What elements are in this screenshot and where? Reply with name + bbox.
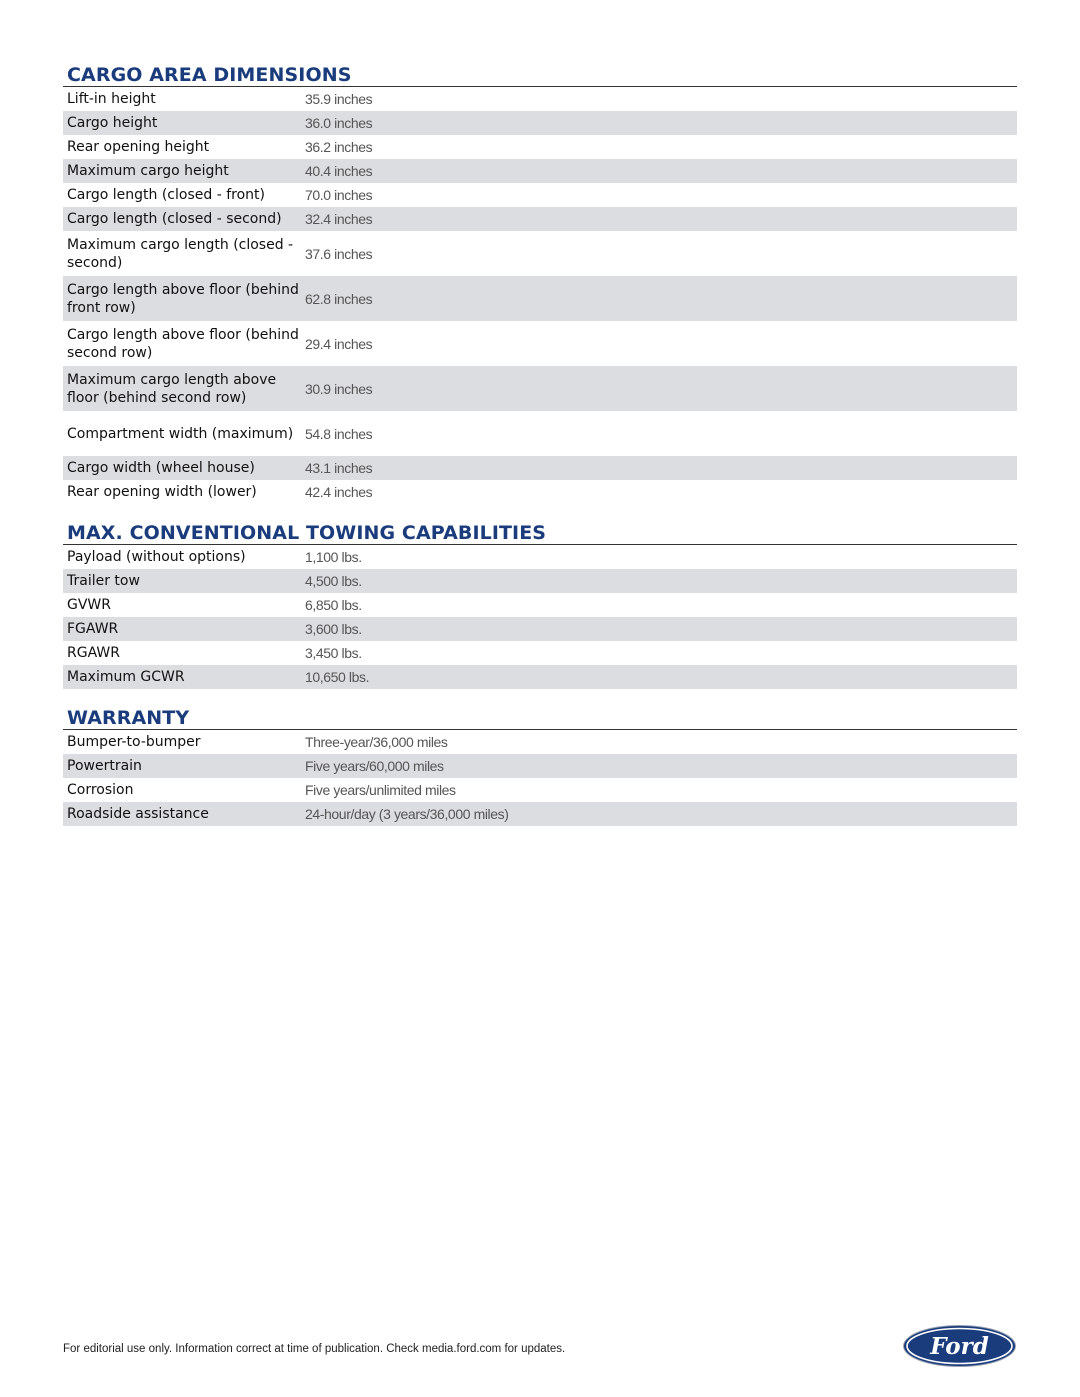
table-row — [63, 366, 1017, 411]
section-cargo-area-dimensions — [63, 64, 1017, 504]
table-row — [63, 111, 1017, 135]
ford-logo-icon — [902, 1324, 1017, 1368]
row-label: Compartment width (maximum) — [67, 425, 294, 442]
row-label: Cargo width (wheel house) — [63, 456, 301, 480]
table-row — [63, 321, 1017, 366]
row-value: 30.9 inches — [301, 366, 1017, 411]
table-row — [63, 778, 1017, 802]
row-label: Cargo length (closed - front) — [67, 187, 265, 203]
row-label: Corrosion — [67, 782, 134, 798]
row-value: 42.4 inches — [305, 484, 373, 500]
row-label: Payload (without options) — [67, 549, 246, 565]
table-row — [63, 231, 1017, 276]
row-label: Roadside assistance — [63, 802, 301, 826]
table-row — [63, 665, 1017, 689]
row-label: Maximum cargo length above floor (behind second row) — [63, 366, 301, 411]
table-row — [63, 730, 1017, 754]
row-value: 10,650 lbs. — [301, 665, 1017, 689]
table-row — [63, 276, 1017, 321]
spec-sheet — [63, 64, 1017, 844]
table-row — [63, 593, 1017, 617]
row-label: Cargo length above floor (behind second row) — [67, 326, 299, 361]
row-label: Trailer tow — [63, 569, 301, 593]
table-row — [63, 480, 1017, 504]
row-label: FGAWR — [63, 617, 301, 641]
spec-table — [63, 87, 1017, 504]
row-label: Lift-in height — [67, 91, 156, 107]
row-value: 70.0 inches — [305, 187, 373, 203]
spec-table — [63, 730, 1017, 826]
row-value: 43.1 inches — [301, 456, 1017, 480]
row-value: 24-hour/day (3 years/36,000 miles) — [301, 802, 1017, 826]
row-value: 1,100 lbs. — [305, 549, 362, 565]
table-row — [63, 569, 1017, 593]
row-value: 36.2 inches — [305, 139, 373, 155]
row-value: 35.9 inches — [305, 91, 373, 107]
row-value: 29.4 inches — [305, 335, 373, 352]
row-label: GVWR — [67, 597, 111, 613]
row-label: Cargo length (closed - second) — [63, 207, 301, 231]
section-warranty — [63, 707, 1017, 826]
row-value: Five years/60,000 miles — [301, 754, 1017, 778]
row-value: 37.6 inches — [305, 245, 373, 262]
section-max-towing-capabilities — [63, 522, 1017, 689]
row-label: Rear opening width (lower) — [67, 484, 257, 500]
table-row — [63, 207, 1017, 231]
row-label: Maximum cargo length (closed - second) — [67, 236, 294, 271]
table-row — [63, 617, 1017, 641]
section-title: CARGO AREA DIMENSIONS — [63, 64, 1017, 87]
table-row — [63, 411, 1017, 456]
table-row — [63, 183, 1017, 207]
row-value: Three-year/36,000 miles — [305, 734, 448, 750]
row-label: Powertrain — [63, 754, 301, 778]
row-value: 62.8 inches — [301, 276, 1017, 321]
spec-table — [63, 545, 1017, 689]
row-value: 54.8 inches — [305, 425, 373, 442]
row-value: 6,850 lbs. — [305, 597, 362, 613]
row-label: Bumper-to-bumper — [67, 734, 201, 750]
section-title: MAX. CONVENTIONAL TOWING CAPABILITIES — [63, 522, 1017, 545]
row-value: 3,600 lbs. — [301, 617, 1017, 641]
row-value: 36.0 inches — [301, 111, 1017, 135]
footer-note: For editorial use only. Information correct at time of publication. Check media.ford.com for updates. — [63, 1343, 566, 1355]
section-title: WARRANTY — [63, 707, 1017, 730]
row-label: RGAWR — [67, 645, 120, 661]
row-label: Cargo height — [63, 111, 301, 135]
row-value: Five years/unlimited miles — [305, 782, 456, 798]
logo-text: Ford — [930, 1333, 989, 1360]
row-value: 40.4 inches — [301, 159, 1017, 183]
row-label: Rear opening height — [67, 139, 210, 155]
row-value: 4,500 lbs. — [301, 569, 1017, 593]
table-row — [63, 754, 1017, 778]
table-row — [63, 545, 1017, 569]
row-label: Maximum cargo height — [63, 159, 301, 183]
table-row — [63, 802, 1017, 826]
row-label: Maximum GCWR — [63, 665, 301, 689]
table-row — [63, 135, 1017, 159]
table-row — [63, 641, 1017, 665]
row-value: 3,450 lbs. — [305, 645, 362, 661]
table-row — [63, 159, 1017, 183]
table-row — [63, 456, 1017, 480]
row-value: 32.4 inches — [301, 207, 1017, 231]
row-label: Cargo length above floor (behind front row) — [63, 276, 301, 321]
table-row — [63, 87, 1017, 111]
